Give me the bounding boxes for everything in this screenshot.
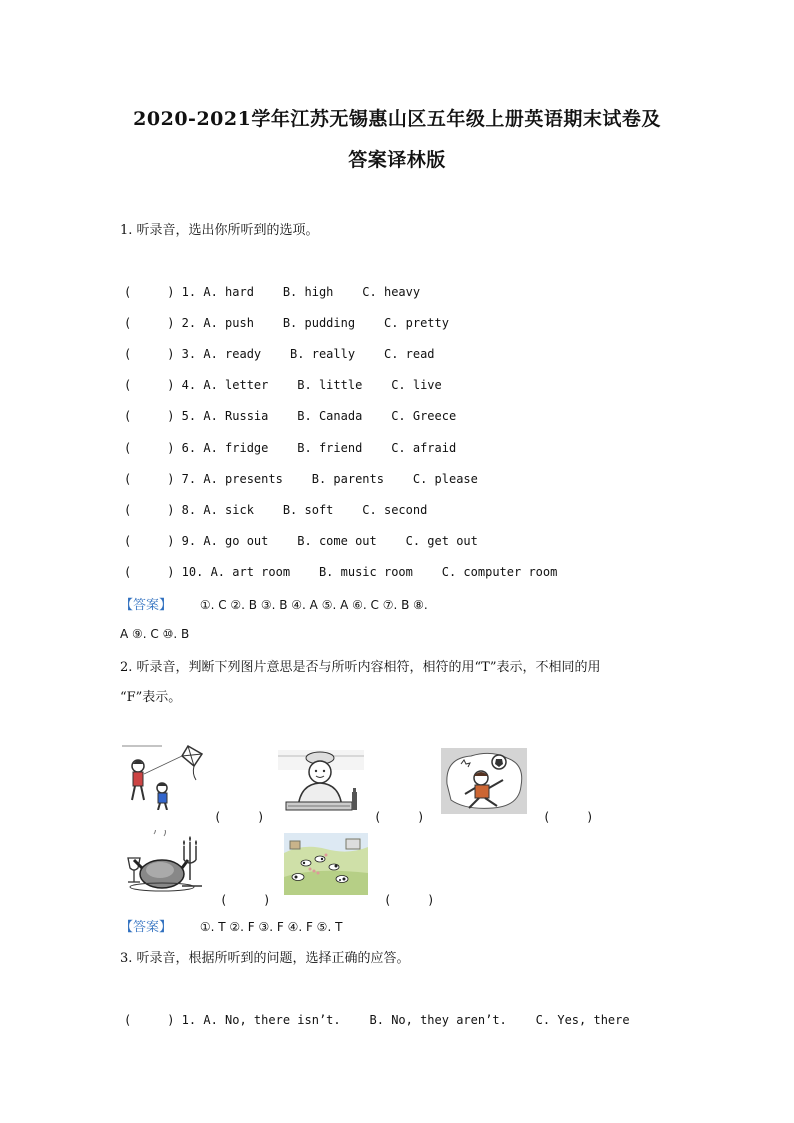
q2-prompt-line2: “F”表示。 <box>120 690 182 705</box>
q1-row-8: ( ) 8. A. sick B. soft C. second <box>124 503 428 517</box>
q1-row-6: ( ) 6. A. fridge B. friend C. afraid <box>124 441 457 455</box>
page-title-line1: 2020-2021学年江苏无锡惠山区五年级上册英语期末试卷及 <box>133 108 661 130</box>
boy-playing-football-picture <box>441 748 527 814</box>
q2-blank-4[interactable]: ( ) <box>220 893 271 907</box>
q3-row-1: ( ) 1. A. No, there isn’t. B. No, they aren’t. C. Yes, there <box>124 1013 630 1027</box>
q1-row-5: ( ) 5. A. Russia B. Canada C. Greece <box>124 409 457 423</box>
q1-row-2: ( ) 2. A. push B. pudding C. pretty <box>124 316 449 330</box>
q1-answer-line2: A ⑨. C ⑩. B <box>120 627 190 641</box>
q1-row-1: ( ) 1. A. hard B. high C. heavy <box>124 285 421 299</box>
q2-answer-line <box>120 916 342 935</box>
q2-answers: ①. T ②. F ③. F ④. F ⑤. T <box>199 920 343 934</box>
q2-blank-1[interactable]: ( ) <box>214 810 265 824</box>
q1-row-9: ( ) 9. A. go out B. come out C. get out <box>124 534 478 548</box>
q2-blank-5[interactable]: ( ) <box>384 893 435 907</box>
farm-cows-picture <box>284 833 368 895</box>
q1-answers: ①. C ②. B ③. B ④. A ⑤. A ⑥. C ⑦. B ⑧. <box>199 598 428 612</box>
q2-blank-2[interactable]: ( ) <box>374 810 425 824</box>
q2-prompt-line1: 2. 听录音，判断下列图片意思是否与所听内容相符，相符的用“T”表示，不相同的用 <box>120 660 601 675</box>
woman-cooking-picture <box>278 750 364 816</box>
q1-answer-line1 <box>120 594 428 613</box>
answer-tag: 【答案】 <box>120 598 173 613</box>
q1-row-4: ( ) 4. A. letter B. little C. live <box>124 378 442 392</box>
kids-flying-kite-picture <box>122 744 212 810</box>
q2-blank-3[interactable]: ( ) <box>543 810 594 824</box>
q1-row-7: ( ) 7. A. presents B. parents C. please <box>124 472 478 486</box>
roast-turkey-dinner-picture <box>124 830 208 892</box>
q1-row-3: ( ) 3. A. ready B. really C. read <box>124 347 435 361</box>
q3-prompt: 3. 听录音，根据所听到的问题，选择正确的应答。 <box>120 951 410 966</box>
q1-row-10: ( ) 10. A. art room B. music room C. computer room <box>124 565 558 579</box>
page-title-line2: 答案译林版 <box>348 149 446 171</box>
answer-tag: 【答案】 <box>120 920 173 935</box>
q1-prompt: 1. 听录音，选出你所听到的选项。 <box>120 223 319 238</box>
